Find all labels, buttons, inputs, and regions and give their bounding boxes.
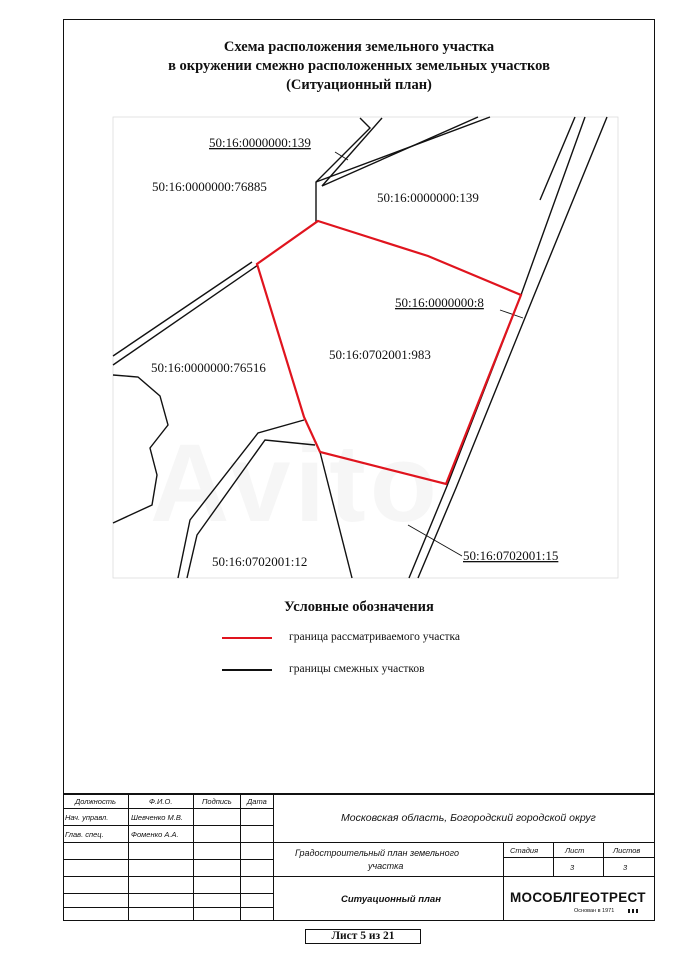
tb-v7 — [603, 842, 604, 876]
legend-subject-label: граница рассматриваемого участка — [289, 631, 461, 643]
tb-document-line1: Градостроительный план земельного — [295, 848, 459, 858]
label-parcel-76516: 50:16:0000000:76516 — [151, 360, 266, 375]
tb-h5 — [63, 876, 655, 877]
tb-v6 — [553, 842, 554, 876]
tb-top-border — [63, 793, 655, 795]
tb-h1 — [63, 808, 273, 809]
title-line-2: в окружении смежно расположенных земельных участков — [168, 58, 550, 74]
tb-row1-position: Нач. управл. — [65, 813, 109, 822]
company-sub: Основан в 1971 — [574, 908, 615, 914]
company-logo-mark — [628, 909, 638, 913]
boundary-road-top-a — [316, 118, 370, 222]
boundary-lower-c — [320, 452, 352, 578]
tb-row1-name: Шевченко М.В. — [131, 813, 183, 822]
leader-15 — [408, 525, 462, 556]
legend-adjacent-swatch — [222, 669, 272, 671]
tb-sheets-label: Листов — [613, 846, 641, 855]
tb-row2-position: Глав. спец. — [65, 830, 104, 839]
title-line-3: (Ситуационный план) — [286, 77, 432, 93]
tb-header-signature: Подпись — [202, 797, 232, 806]
boundary-left-a — [113, 265, 258, 365]
tb-sheet-label: Лист — [565, 846, 585, 855]
tb-sheets-value: 3 — [623, 863, 628, 872]
tb-row2-name: Фоменко А.А. — [131, 830, 179, 839]
tb-header-date: Дата — [247, 797, 267, 806]
label-right-139: 50:16:0000000:139 — [377, 190, 479, 205]
tb-v3 — [240, 793, 241, 921]
tb-v1 — [128, 793, 129, 921]
tb-document-line2: участка — [368, 861, 404, 871]
boundary-road-top-d — [322, 117, 478, 186]
tb-h4 — [63, 859, 273, 860]
sheet-number: Лист 5 из 21 — [305, 929, 421, 944]
title-line-1: Схема расположения земельного участка — [223, 39, 495, 55]
tb-stage-label: Стадия — [510, 846, 539, 855]
label-parcel-76885: 50:16:0000000:76885 — [152, 179, 267, 194]
tb-v2 — [193, 793, 194, 921]
tb-v5 — [503, 842, 504, 921]
label-parcel-15: 50:16:0702001:15 — [463, 548, 559, 563]
tb-h7 — [63, 907, 273, 908]
tb-header-name: Ф.И.О. — [149, 797, 173, 806]
leader-139-top — [335, 152, 348, 160]
tb-h-stage — [503, 857, 655, 858]
label-parcel-12: 50:16:0702001:12 — [212, 554, 308, 569]
tb-h3 — [63, 842, 655, 843]
boundary-road-right-a — [409, 117, 585, 578]
boundary-left-b — [113, 262, 252, 356]
company-name: МОСОБЛГЕОТРЕСТ — [510, 890, 646, 905]
tb-sheet-value: 3 — [570, 863, 575, 872]
tb-drawing-name: Ситуационный план — [341, 894, 441, 905]
company-logo — [510, 890, 646, 914]
label-top-left-139: 50:16:0000000:139 — [209, 135, 311, 150]
tb-h6 — [63, 893, 273, 894]
tb-v4 — [273, 793, 274, 921]
tb-location: Московская область, Богородский городской округ — [341, 812, 596, 824]
label-subject-983: 50:16:0702001:983 — [329, 347, 431, 362]
label-parcel-8: 50:16:0000000:8 — [395, 295, 484, 310]
legend-subject-swatch — [222, 637, 272, 639]
tb-h2 — [63, 825, 273, 826]
boundary-zigzag — [113, 375, 168, 523]
boundary-road-right-b — [418, 117, 607, 578]
legend-adjacent-label: границы смежных участков — [289, 663, 425, 675]
legend-title: Условные обозначения — [284, 599, 434, 615]
tb-header-position: Должность — [75, 797, 116, 806]
